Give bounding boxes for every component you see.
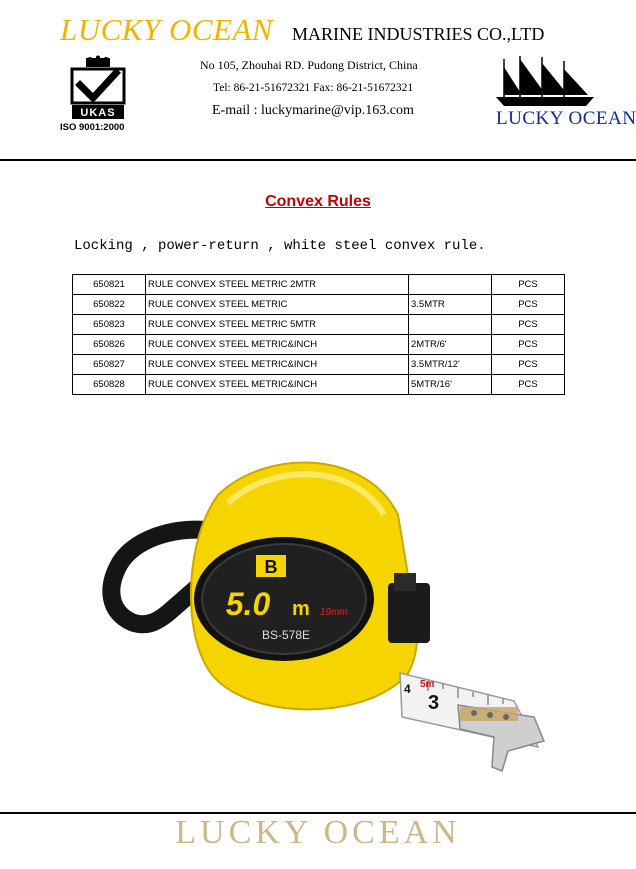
product-code: 650826	[73, 335, 146, 355]
label-length: 5.0	[225, 586, 271, 622]
table-row	[73, 375, 565, 395]
label-width: 19mm	[320, 607, 348, 618]
product-size: 3.5MTR/12'	[409, 355, 492, 375]
product-description: RULE CONVEX STEEL METRIC&INCH	[146, 375, 409, 395]
product-code: 650822	[73, 295, 146, 315]
table-row	[73, 355, 565, 375]
tape-meter-marker: 5m	[420, 679, 435, 690]
product-code: 650821	[73, 275, 146, 295]
tape-number-3: 3	[428, 692, 440, 714]
product-description: RULE CONVEX STEEL METRIC&INCH	[146, 355, 409, 375]
product-unit: PCS	[492, 375, 565, 395]
product-description: RULE CONVEX STEEL METRIC&INCH	[146, 335, 409, 355]
product-code: 650823	[73, 315, 146, 335]
product-size: 5MTR/16'	[409, 375, 492, 395]
product-table	[72, 274, 565, 395]
brand-name: LUCKY OCEAN	[60, 12, 274, 47]
product-size	[409, 315, 492, 335]
logo-brand-text: LUCKY OCEAN	[496, 108, 636, 129]
product-size	[409, 275, 492, 295]
table-row	[73, 335, 565, 355]
tape-number-4: 4	[404, 682, 411, 696]
company-name: MARINE INDUSTRIES CO.,LTD	[292, 24, 545, 44]
lock-button	[388, 583, 430, 643]
header-divider	[0, 159, 636, 161]
product-code: 650828	[73, 375, 146, 395]
section-title-text: Convex Rules	[265, 193, 371, 210]
product-size: 3.5MTR	[409, 295, 492, 315]
product-unit: PCS	[492, 295, 565, 315]
tape-measure-photo	[98, 455, 558, 785]
product-description: RULE CONVEX STEEL METRIC 5MTR	[146, 315, 409, 335]
section-title	[0, 193, 636, 211]
table-row	[73, 275, 565, 295]
label-brand-mark: B	[264, 557, 278, 577]
product-description: RULE CONVEX STEEL METRIC 2MTR	[146, 275, 409, 295]
company-email[interactable]: E-mail : luckymarine@vip.163.com	[212, 103, 414, 118]
ukas-mark-text: UKAS	[80, 107, 116, 119]
iso-certification-text: ISO 9001:2000	[60, 122, 125, 133]
product-description: RULE CONVEX STEEL METRIC	[146, 295, 409, 315]
company-address: No 105, Zhouhai RD. Pudong District, China	[200, 58, 418, 72]
sailing-ship-logo	[494, 55, 598, 109]
footer-brand: LUCKY OCEAN	[175, 814, 461, 851]
crown-icon	[86, 56, 110, 68]
product-code: 650827	[73, 355, 146, 375]
table-row	[73, 295, 565, 315]
product-unit: PCS	[492, 315, 565, 335]
product-unit: PCS	[492, 275, 565, 295]
label-length-unit: m	[292, 598, 310, 620]
label-model: BS-578E	[261, 628, 311, 642]
table-row	[73, 315, 565, 335]
ukas-certification-logo	[66, 55, 130, 121]
product-size: 2MTR/6'	[409, 335, 492, 355]
company-phones: Tel: 86-21-51672321 Fax: 86-21-51672321	[213, 82, 414, 94]
product-unit: PCS	[492, 355, 565, 375]
product-unit: PCS	[492, 335, 565, 355]
section-description: Locking , power-return , white steel convex rule.	[74, 238, 486, 254]
